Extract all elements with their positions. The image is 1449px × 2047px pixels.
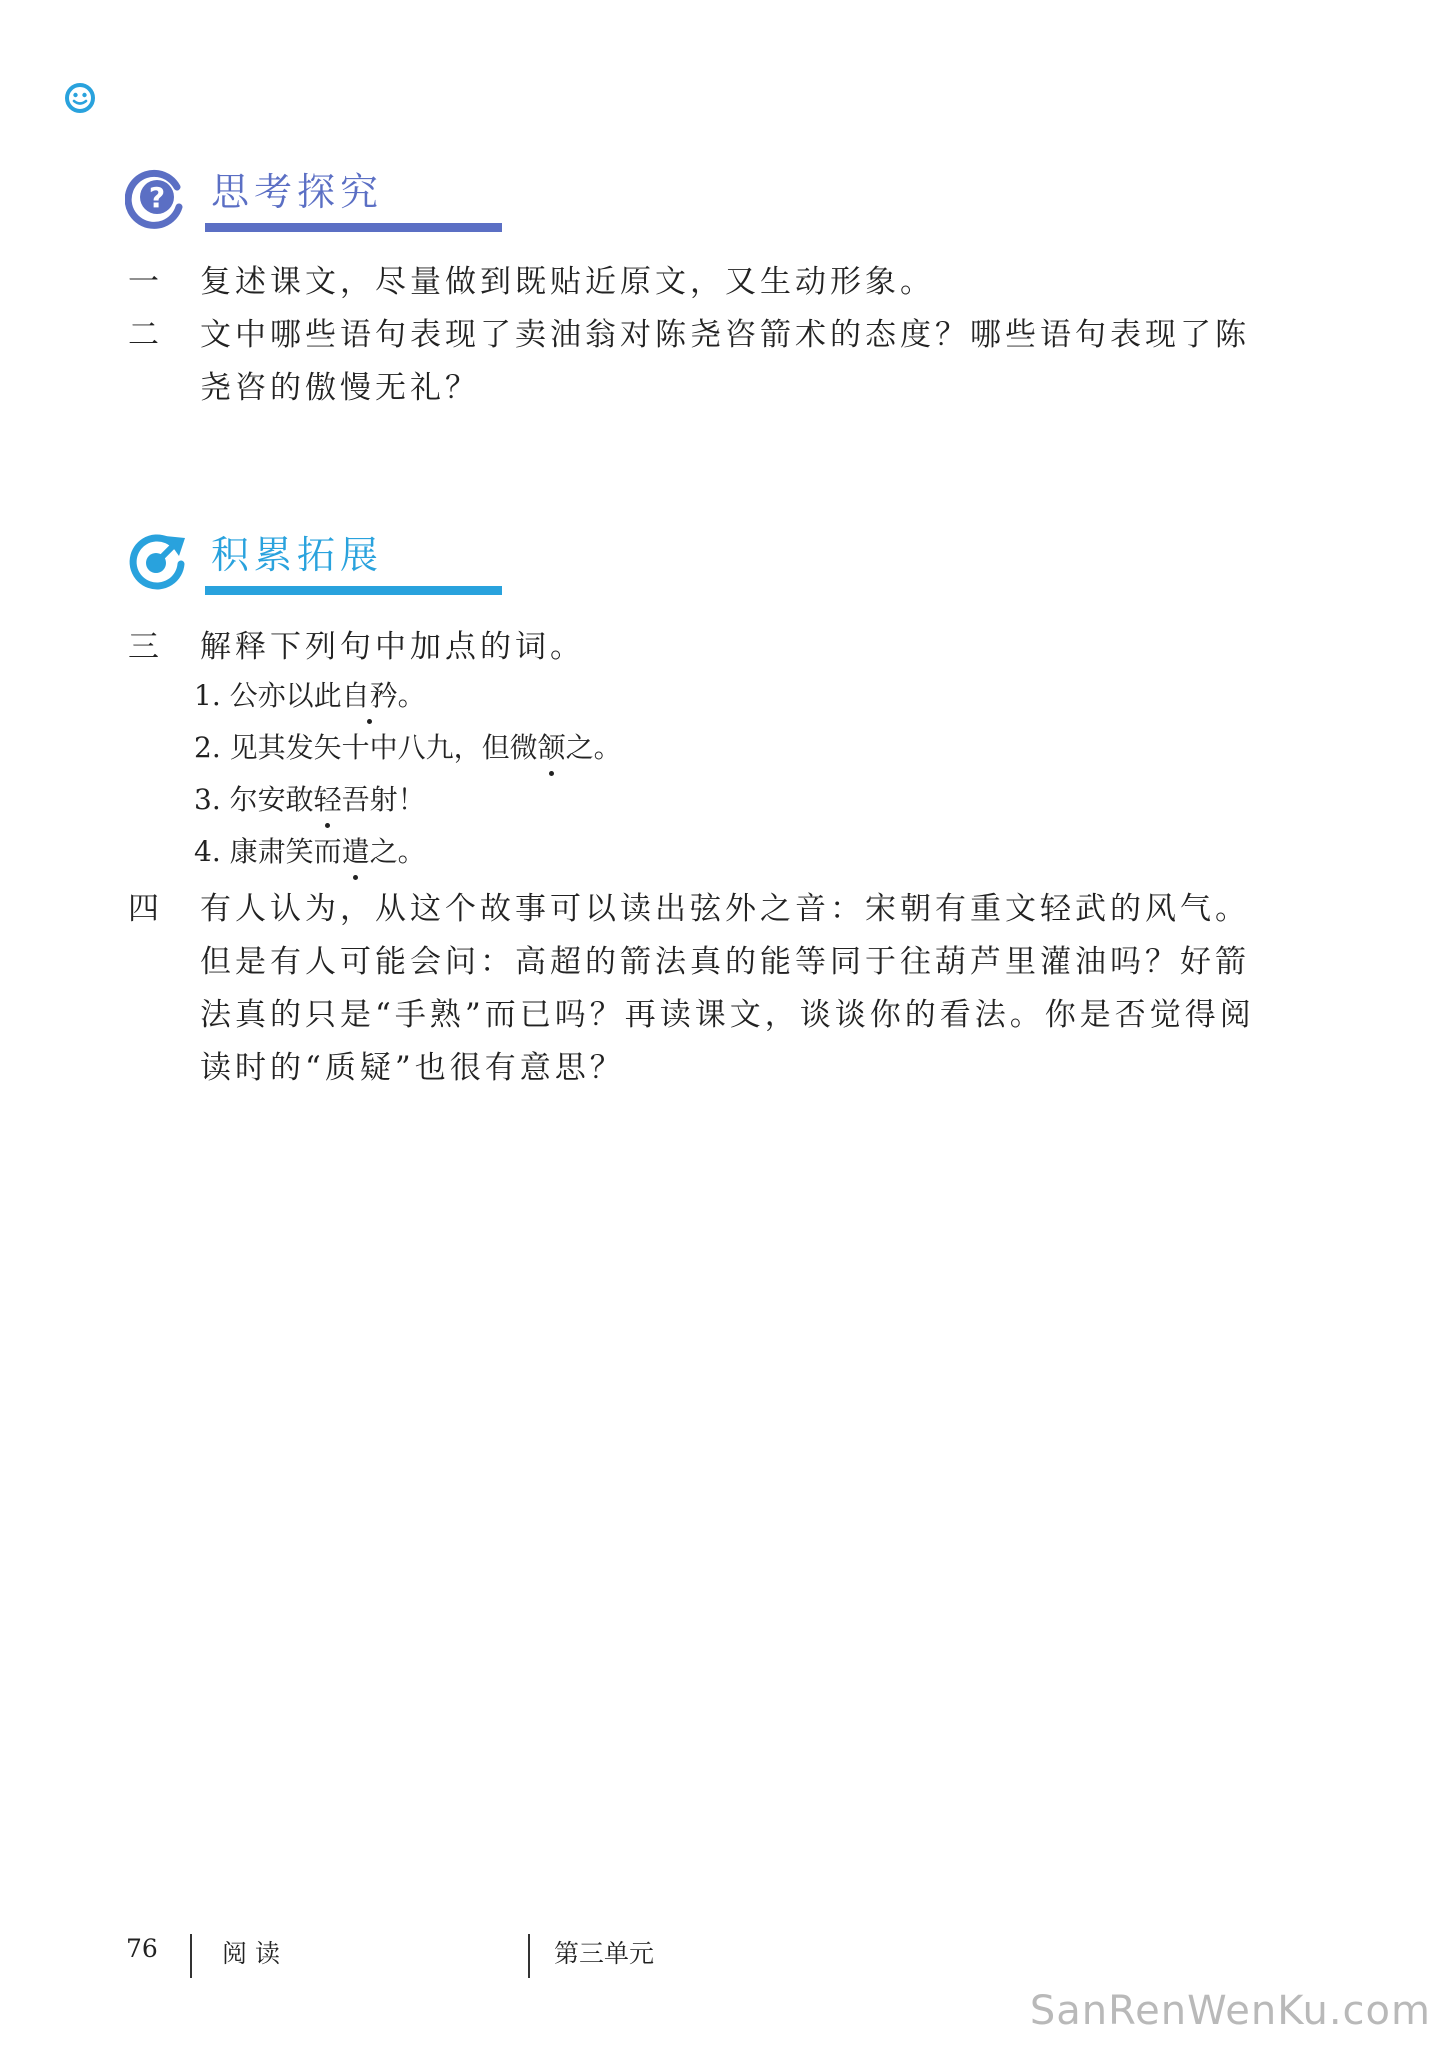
sub-item [194,832,426,872]
question-1 [128,256,1278,309]
sub-item-text: 吾射！ [341,783,426,816]
footer-divider [528,1934,530,1978]
dotted-word: 颔 [538,728,566,768]
title-underline [205,586,502,595]
title-underline [205,223,502,232]
footer-divider [190,1934,192,1978]
question-2 [128,309,1278,415]
watermark: SanRenWenKu.com [1029,1988,1431,2034]
refresh-arrow-icon [125,528,189,592]
question-circle-icon [125,165,189,229]
sub-item [194,728,622,768]
sub-item-text: 1. 公亦以此 [194,679,342,712]
question-text: 文中哪些语句表现了卖油翁对陈尧咨箭术的态度？哪些语句表现了陈尧咨的傲慢无礼？ [200,317,1250,406]
page-number: 76 [126,1934,158,1963]
question-3 [128,621,1278,674]
sub-item-text: 2. 见其发矢十中八九，但微 [194,731,538,764]
question-text: 有人认为，从这个故事可以读出弦外之音：宋朝有重文轻武的风气。但是有人可能会问：高超的箭法真的能等同于往葫芦里灌油吗？好箭法真的只是“手熟”而已吗？再读课文，谈谈你的看法。你是否觉得阅读时的“质疑”也很有意思？ [200,891,1255,1086]
svg-text:?: ? [148,181,166,214]
question-4 [128,883,1278,1095]
question-number: 一 [128,264,163,300]
dotted-word: 轻 [314,780,342,820]
sub-item-text: 3. 尔安敢 [194,783,314,816]
question-number: 四 [128,891,163,927]
sub-item [194,780,426,820]
sub-item-text: 。 [397,679,426,712]
question-number: 二 [128,317,163,353]
dotted-word: 遣 [342,832,370,872]
section-title: 积累拓展 [211,533,384,577]
smiley-icon [64,82,96,114]
sub-item [194,676,426,716]
sub-item-text: 之。 [369,835,426,868]
sub-item-text: 之。 [565,731,622,764]
dotted-word: 自矜 [342,676,398,716]
question-number: 三 [128,629,163,665]
question-text: 解释下列句中加点的词。 [200,629,585,665]
question-text: 复述课文，尽量做到既贴近原文，又生动形象。 [200,264,935,300]
footer-section: 阅 读 [222,1939,280,1968]
sub-item-text: 4. 康肃笑而 [194,835,342,868]
footer-unit: 第三单元 [554,1939,655,1968]
section-title: 思考探究 [211,170,384,214]
